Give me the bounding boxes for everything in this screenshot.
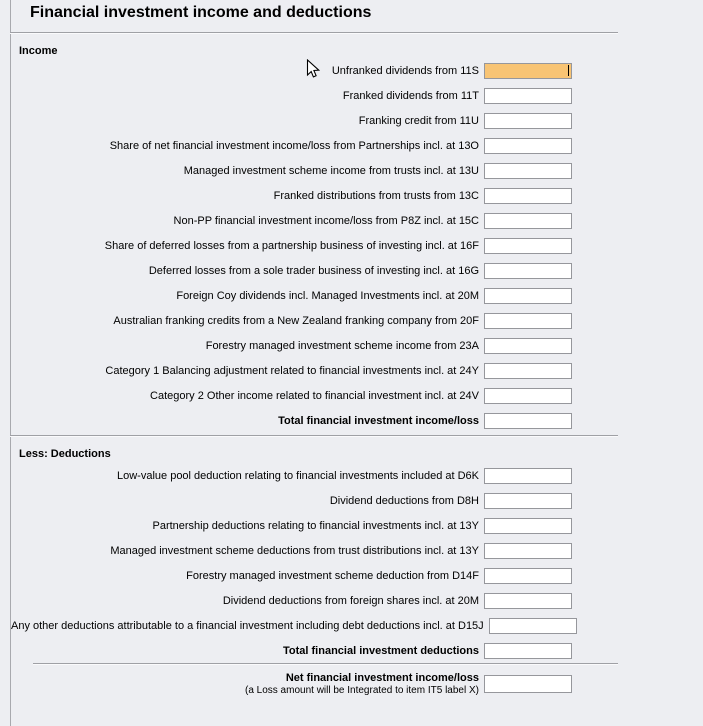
field-label: Category 2 Other income related to financial investment incl. at 24V bbox=[150, 389, 479, 402]
form-row-13Y-partnership bbox=[11, 513, 572, 538]
field-13Y-partnership[interactable] bbox=[484, 518, 572, 534]
page-title: Financial investment income and deductions bbox=[30, 4, 372, 21]
form-row-11T bbox=[11, 83, 572, 108]
field-13Y-mis[interactable] bbox=[484, 543, 572, 559]
form-row-D8H bbox=[11, 488, 572, 513]
field-13C[interactable] bbox=[484, 188, 572, 204]
field-label: Any other deductions attributable to a financial investment including debt deductions incl. at D15J bbox=[11, 619, 484, 632]
field-label: Share of deferred losses from a partnership business of investing incl. at 16F bbox=[104, 239, 479, 252]
field-24Y[interactable] bbox=[484, 363, 572, 379]
form-row-15C bbox=[11, 208, 572, 233]
income-rows bbox=[11, 58, 572, 433]
separator-middle bbox=[10, 435, 618, 437]
field-13U[interactable] bbox=[484, 163, 572, 179]
total-income-label: Total financial investment income/loss bbox=[278, 414, 479, 427]
net-note: (a Loss amount will be Integrated to item IT5 label X) bbox=[244, 685, 479, 696]
form-row-20F bbox=[11, 308, 572, 333]
text-caret bbox=[568, 65, 569, 76]
field-label: Forestry managed investment scheme income from 23A bbox=[205, 339, 479, 352]
field-label: Foreign Coy dividends incl. Managed Investments incl. at 20M bbox=[176, 289, 479, 302]
field-label: Franked dividends from 11T bbox=[342, 89, 479, 102]
section-header-income: Income bbox=[19, 45, 58, 57]
form-row-11S bbox=[11, 58, 572, 83]
field-20M-foreign[interactable] bbox=[484, 593, 572, 609]
field-D6K[interactable] bbox=[484, 468, 572, 484]
field-label: Partnership deductions relating to financial investments incl. at 13Y bbox=[152, 519, 479, 532]
field-16G[interactable] bbox=[484, 263, 572, 279]
form-row-24Y bbox=[11, 358, 572, 383]
form-row-23A bbox=[11, 333, 572, 358]
form-row-16F bbox=[11, 233, 572, 258]
field-label: Non-PP financial investment income/loss from P8Z incl. at 15C bbox=[173, 214, 479, 227]
form-row-total-deductions bbox=[11, 638, 572, 663]
field-15C[interactable] bbox=[484, 213, 572, 229]
form-row-D15J bbox=[11, 613, 572, 638]
field-24V[interactable] bbox=[484, 388, 572, 404]
form-row-11U bbox=[11, 108, 572, 133]
form-row-20M bbox=[11, 283, 572, 308]
field-label: Franked distributions from trusts from 13C bbox=[273, 189, 479, 202]
separator-top bbox=[10, 32, 618, 34]
field-16F[interactable] bbox=[484, 238, 572, 254]
field-D15J[interactable] bbox=[489, 618, 577, 634]
field-11T[interactable] bbox=[484, 88, 572, 104]
form-row-total-income bbox=[11, 408, 572, 433]
field-label: Franking credit from 11U bbox=[358, 114, 479, 127]
field-label: Dividend deductions from foreign shares incl. at 20M bbox=[222, 594, 479, 607]
field-D14F[interactable] bbox=[484, 568, 572, 584]
field-total-income[interactable] bbox=[484, 413, 572, 429]
field-label: Forestry managed investment scheme deduction from D14F bbox=[186, 569, 479, 582]
field-net[interactable] bbox=[484, 675, 572, 693]
deductions-rows bbox=[11, 463, 572, 663]
field-11S[interactable] bbox=[484, 63, 572, 79]
field-23A[interactable] bbox=[484, 338, 572, 354]
field-label: Unfranked dividends from 11S bbox=[331, 64, 479, 77]
form-row-16G bbox=[11, 258, 572, 283]
field-label: Managed investment scheme income from trusts incl. at 13U bbox=[183, 164, 479, 177]
field-20F[interactable] bbox=[484, 313, 572, 329]
form-row-13Y-mis bbox=[11, 538, 572, 563]
field-label: Category 1 Balancing adjustment related to financial investments incl. at 24Y bbox=[105, 364, 479, 377]
net-label-block bbox=[11, 672, 484, 696]
form-row-24V bbox=[11, 383, 572, 408]
section-header-deductions: Less: Deductions bbox=[19, 448, 111, 460]
form-row-D6K bbox=[11, 463, 572, 488]
net-row bbox=[11, 672, 572, 696]
field-label: Share of net financial investment income/loss from Partnerships incl. at 13O bbox=[109, 139, 479, 152]
field-label: Managed investment scheme deductions from trust distributions incl. at 13Y bbox=[110, 544, 479, 557]
form-row-13C bbox=[11, 183, 572, 208]
field-D8H[interactable] bbox=[484, 493, 572, 509]
field-11U[interactable] bbox=[484, 113, 572, 129]
field-label: Deferred losses from a sole trader business of investing incl. at 16G bbox=[148, 264, 479, 277]
form-row-20M-foreign bbox=[11, 588, 572, 613]
form-row-D14F bbox=[11, 563, 572, 588]
field-label: Australian franking credits from a New Zealand franking company from 20F bbox=[113, 314, 479, 327]
field-total-deductions[interactable] bbox=[484, 643, 572, 659]
field-20M[interactable] bbox=[484, 288, 572, 304]
total-deductions-label: Total financial investment deductions bbox=[283, 644, 479, 657]
form-row-13U bbox=[11, 158, 572, 183]
form-row-13O bbox=[11, 133, 572, 158]
field-label: Low-value pool deduction relating to financial investments included at D6K bbox=[117, 469, 479, 482]
net-label: Net financial investment income/loss bbox=[285, 672, 479, 684]
field-label: Dividend deductions from D8H bbox=[329, 494, 479, 507]
field-13O[interactable] bbox=[484, 138, 572, 154]
separator-bottom bbox=[33, 663, 618, 665]
